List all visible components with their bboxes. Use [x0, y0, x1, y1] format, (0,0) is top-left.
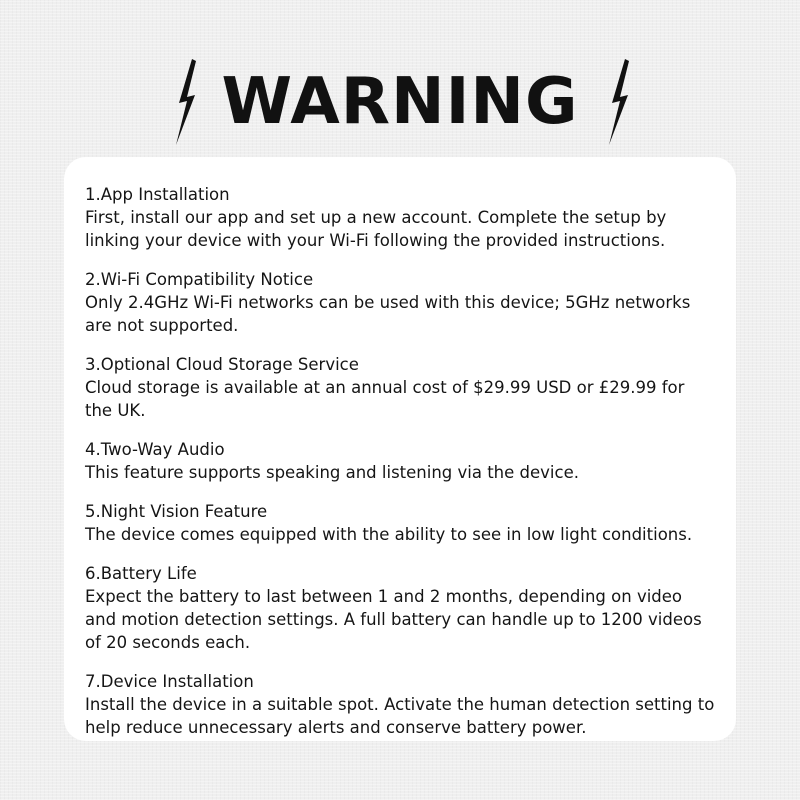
- section-app-installation: [85, 183, 716, 252]
- section-cloud-storage: [85, 353, 716, 422]
- instructions-card: [64, 157, 736, 741]
- section-text: Install the device in a suitable spot. Activate the human detection setting to help reduce unnecessary alerts and conserve battery power.: [85, 695, 715, 737]
- section-title: 4.Two-Way Audio: [85, 440, 225, 459]
- section-battery-life: [85, 562, 716, 654]
- section-device-installation: [85, 670, 716, 739]
- section-title: 2.Wi-Fi Compatibility Notice: [85, 270, 314, 289]
- section-text: First, install our app and set up a new account. Complete the setup by linking your device with your Wi-Fi following the provided instructions.: [85, 208, 667, 250]
- section-title: 6.Battery Life: [85, 564, 197, 583]
- section-text: Cloud storage is available at an annual cost of $29.99 USD or £29.99 for the UK.: [85, 378, 685, 420]
- section-night-vision: [85, 500, 716, 546]
- section-text: This feature supports speaking and listening via the device.: [85, 463, 579, 482]
- lightning-bolt-icon: [170, 57, 200, 147]
- section-title: 5.Night Vision Feature: [85, 502, 268, 521]
- section-title: 1.App Installation: [85, 185, 230, 204]
- page-title: WARNING: [221, 65, 579, 139]
- section-text: Expect the battery to last between 1 and 2 months, depending on video and motion detection settings. A full battery can handle up to 1200 videos of 20 seconds each.: [85, 587, 702, 652]
- section-text: Only 2.4GHz Wi-Fi networks can be used with this device; 5GHz networks are not supported.: [85, 293, 691, 335]
- section-wifi-compatibility: [85, 268, 716, 337]
- warning-header: [0, 52, 800, 152]
- section-text: The device comes equipped with the ability to see in low light conditions.: [85, 525, 693, 544]
- lightning-bolt-icon: [601, 57, 631, 147]
- section-title: 3.Optional Cloud Storage Service: [85, 355, 359, 374]
- section-two-way-audio: [85, 438, 716, 484]
- section-title: 7.Device Installation: [85, 672, 254, 691]
